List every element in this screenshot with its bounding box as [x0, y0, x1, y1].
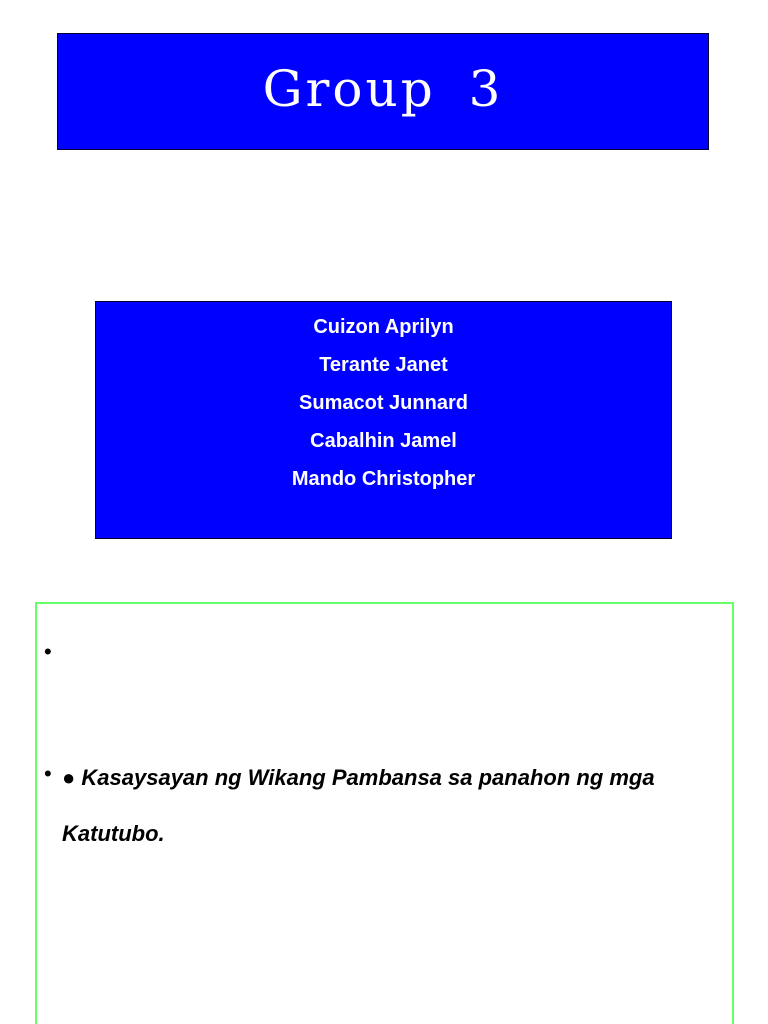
- title-banner: [57, 33, 709, 150]
- topic-text: ● Kasaysayan ng Wikang Pambansa sa panahon ng mga Katutubo.: [62, 765, 655, 846]
- slide-title: Group 3: [262, 59, 504, 118]
- member-name: Terante Janet: [319, 354, 448, 376]
- bullet-marker: •: [44, 761, 52, 786]
- content-text-box: [35, 602, 734, 1024]
- member-name: Sumacot Junnard: [299, 392, 468, 414]
- bullet-marker: •: [44, 639, 52, 664]
- members-panel: [95, 301, 672, 539]
- bullet-item-topic: [44, 750, 714, 862]
- member-name: Mando Christopher: [291, 468, 476, 490]
- member-name: Cuizon Aprilyn: [313, 316, 454, 338]
- member-name: Cabalhin Jamel: [310, 430, 457, 452]
